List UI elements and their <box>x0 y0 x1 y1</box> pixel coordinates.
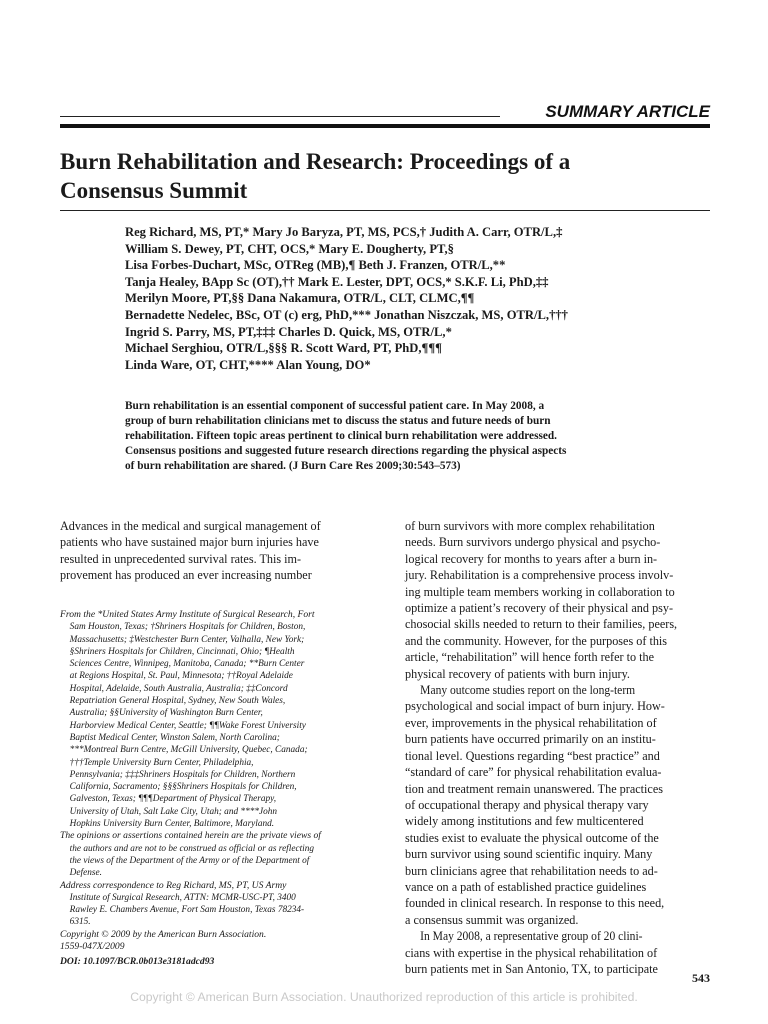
footnote-line: 1559-047X/2009 <box>60 941 125 953</box>
body-line: provement has produced an ever increasing number <box>60 568 312 583</box>
footnote-line: California, Sacramento; §§§Shriners Hospitals for Children, <box>69 781 297 793</box>
footnote-line: †††Temple University Burn Center, Philadelphia, <box>69 756 254 768</box>
body-line: Advances in the medical and surgical management of <box>60 519 321 533</box>
body-line: article, “rehabilitation” will hence forth refer to the <box>405 650 655 665</box>
abstract-line: rehabilitation. Fifteen topic areas pertinent to clinical burn rehabilitation were addressed. <box>125 430 557 442</box>
footnote-line: Address correspondence to Reg Richard, MS, PT, US Army <box>60 879 287 891</box>
footnote-line: From the *United States Army Institute of Surgical Research, Fort <box>60 609 315 620</box>
page-number: 543 <box>692 971 710 985</box>
author-line: Lisa Forbes-Duchart, MSc, OTReg (MB),¶ Beth J. Franzen, OTR/L,** <box>125 258 506 273</box>
footnotes <box>60 609 370 969</box>
body-line: jury. Rehabilitation is a comprehensive process involv- <box>405 568 674 583</box>
footnote-line: Baptist Medical Center, Winston Salem, North Carolina; <box>69 731 280 743</box>
footnote-line: at Regions Hospital, St. Paul, Minnesota; ††Royal Adelaide <box>69 670 293 682</box>
header-thick-rule <box>60 124 710 128</box>
body-line: logical recovery for months to years after a burn in- <box>405 551 658 566</box>
author-list <box>125 224 715 373</box>
footnote-line: Hospital, Adelaide, South Australia, Australia; ‡‡Concord <box>69 682 288 694</box>
article-title <box>60 147 710 205</box>
title-rule <box>60 210 710 211</box>
footnote-line: Defense. <box>69 867 102 879</box>
footnote-line: Repatriation General Hospital, Sydney, New South Wales, <box>69 695 286 707</box>
abstract-line: Burn rehabilitation is an essential component of successful patient care. In May 2008, a <box>125 400 545 412</box>
body-line: widely among institutions and few multicentered <box>405 814 644 829</box>
doi: DOI: 10.1097/BCR.0b013e3181adcd93 <box>60 956 215 968</box>
footnote-line: Massachusetts; ‡Westchester Burn Center, Valhalla, New York; <box>69 633 305 645</box>
body-line: of occupational therapy and physical therapy vary <box>405 797 649 812</box>
author-line: Merilyn Moore, PT,§§ Dana Nakamura, OTR/L, CLT, CLMC,¶¶ <box>125 291 475 306</box>
body-line: physical recovery of patients with burn injury. <box>405 666 630 681</box>
body-line: cians with expertise in the physical rehabilitation of <box>405 945 658 960</box>
author-line: Bernadette Nedelec, BSc, OT (c) erg, PhD,*** Jonathan Niszczak, MS, OTR/L,††† <box>125 307 568 322</box>
footnote-line: The opinions or assertions contained herein are the private views of <box>60 830 321 842</box>
body-line: vance on a path of established practice guidelines <box>405 879 647 894</box>
author-line: Ingrid S. Parry, MS, PT,‡‡‡ Charles D. Quick, MS, OTR/L,* <box>125 324 452 339</box>
footnote-line: §Shriners Hospitals for Children, Cincinnati, Ohio; ¶Health <box>69 645 295 657</box>
footnote-line: Copyright © 2009 by the American Burn Association. <box>60 928 267 940</box>
author-line: Tanja Healey, BApp Sc (OT),†† Mark E. Lester, DPT, OCS,* S.K.F. Li, PhD,‡‡ <box>125 274 549 289</box>
header-rule <box>60 116 500 117</box>
footnote-line: the authors and are not to be construed as official or as reflecting <box>69 842 315 854</box>
body-line: Many outcome studies report on the long-term <box>420 683 636 698</box>
title-line: Consensus Summit <box>60 178 248 203</box>
body-line: burn clinicians agree that rehabilitation needs to ad- <box>405 863 658 878</box>
footnote-line: Harborview Medical Center, Seattle; ¶¶Wake Forest University <box>69 719 306 731</box>
footnote-line: Australia; §§University of Washington Burn Center, <box>69 707 263 719</box>
footnote-line: Pennsylvania; ‡‡‡Shriners Hospitals for Children, Northern <box>69 768 296 780</box>
abstract-line: of burn rehabilitation are shared. (J Burn Care Res 2009;30:543–573) <box>125 460 461 472</box>
footnote-line: the views of the Department of the Army or of the Department of <box>69 854 310 866</box>
body-line: needs. Burn survivors undergo physical and psycho- <box>405 535 661 550</box>
right-column-body <box>405 518 712 977</box>
abstract <box>125 399 645 474</box>
footnote-line: University of Utah, Salt Lake City, Utah; and ****John <box>69 805 278 817</box>
body-line: optimize a patient’s recovery of their physical and psy- <box>405 601 674 616</box>
author-line: William S. Dewey, PT, CHT, OCS,* Mary E. Dougherty, PT,§ <box>125 241 454 256</box>
body-line: burn patients met in San Antonio, TX, to participate <box>405 961 658 976</box>
body-line: patients who have sustained major burn injuries have <box>60 535 319 550</box>
footnote-line: Sciences Centre, Winnipeg, Manitoba, Canada; **Burn Center <box>69 658 305 670</box>
body-line: chosocial skills needed to return to their families, peers, <box>405 617 678 632</box>
author-line: Linda Ware, OT, CHT,**** Alan Young, DO* <box>125 357 371 372</box>
body-line: founded in clinical research. In response to this need, <box>405 896 665 911</box>
title-line: Burn Rehabilitation and Research: Proceedings of a <box>60 149 571 174</box>
body-line: and the community. However, for the purposes of this <box>405 633 668 648</box>
author-line: Reg Richard, MS, PT,* Mary Jo Baryza, PT, MS, PCS,† Judith A. Carr, OTR/L,‡ <box>125 225 563 239</box>
footnote-line: Sam Houston, Texas; †Shriners Hospitals for Children, Boston, <box>69 621 306 633</box>
body-line: tion and treatment remain unanswered. The practices <box>405 781 663 796</box>
footnote-line: Institute of Surgical Research, ATTN: MCMR-USC-PT, 3400 <box>69 891 296 903</box>
copyright-footer: Copyright © American Burn Association. Unauthorized reproduction of this article is prohibited. <box>130 990 638 1004</box>
body-line: In May 2008, a representative group of 20 clini- <box>420 929 643 944</box>
footnote-line: Hopkins University Burn Center, Baltimore, Maryland. <box>69 818 275 830</box>
section-label: SUMMARY ARTICLE <box>545 102 710 121</box>
left-column-body <box>60 518 365 584</box>
footnote-line: Galveston, Texas; ¶¶¶Department of Physical Therapy, <box>69 793 277 805</box>
footnote-line: Rawley E. Chambers Avenue, Fort Sam Houston, Texas 78234- <box>69 904 305 916</box>
footnote-line: 6315. <box>69 916 91 928</box>
author-line: Michael Serghiou, OTR/L,§§§ R. Scott Ward, PT, PhD,¶¶¶ <box>125 341 442 356</box>
body-line: burn patients have occurred primarily on an institu- <box>405 732 656 747</box>
body-line: ing multiple team members working in collaboration to <box>405 584 675 599</box>
body-line: psychological and social impact of burn injury. How- <box>405 699 665 714</box>
footnote-line: ***Montreal Burn Centre, McGill University, Quebec, Canada; <box>69 744 308 756</box>
body-line: studies exist to evaluate the physical outcome of the <box>405 830 659 845</box>
body-line: “standard of care” for physical rehabilitation evalua- <box>405 765 662 780</box>
body-line: a consensus summit was organized. <box>405 912 579 927</box>
body-line: burn survivor using sound scientific inquiry. Many <box>405 847 653 862</box>
body-line: tional level. Questions regarding “best practice” and <box>405 748 660 763</box>
body-line: ever, improvements in the physical rehabilitation of <box>405 715 657 730</box>
body-line: resulted in unprecedented survival rates. This im- <box>60 551 302 566</box>
abstract-line: group of burn rehabilitation clinicians met to discuss the status and future needs of burn <box>125 415 551 427</box>
abstract-line: Consensus positions and suggested future research directions regarding the physical aspects <box>125 445 567 457</box>
body-line: of burn survivors with more complex rehabilitation <box>405 519 655 533</box>
